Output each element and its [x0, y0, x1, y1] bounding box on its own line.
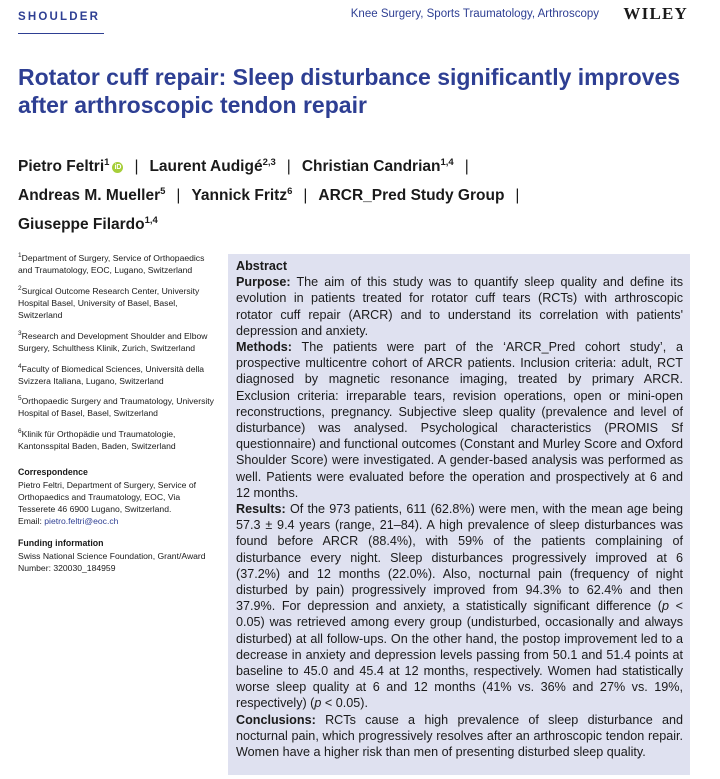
funding-text: Swiss National Science Foundation, Grant/Award Number: 320030_184959 [18, 550, 206, 573]
author[interactable]: Yannick Fritz$^6$ [191, 186, 293, 205]
orcid-icon[interactable]: iD [114, 164, 122, 172]
funding-heading: Funding information [18, 538, 104, 549]
affiliation: $^1$Department of Surgery, Service of Orthopaedics and Traumatology, EOC, Lugano, Switzerland [18, 252, 205, 276]
affiliations [18, 250, 218, 574]
email-link[interactable]: pietro.feltri@eoc.ch [44, 516, 119, 527]
section-tag: SHOULDER [18, 11, 101, 23]
correspondence-text: Pietro Feltri, Department of Surgery, Service of Orthopaedics and Traumatology, EOC, Via Tesserete 46 6900 Lugano, Switzerland. Email: pietro.feltri@eoc.ch [18, 479, 196, 527]
affiliation: $^2$Surgical Outcome Research Center, University Hospital Basel, University of Basel, Basel, Switzerland [18, 284, 200, 321]
affiliation: $^4$Faculty of Biomedical Sciences, Università della Svizzera Italiana, Lugano, Switzerland [18, 362, 205, 386]
abstract-heading: Abstract [236, 259, 288, 273]
abstract-box [228, 254, 690, 775]
publisher-logo: WILEY [623, 4, 688, 23]
author[interactable]: ARCR_Pred Study Group [318, 187, 505, 205]
journal-name: Knee Surgery, Sports Traumatology, Arthroscopy [350, 8, 599, 20]
abstract-purpose: Purpose: The aim of this study was to quantify sleep quality and define its evolution in patients treated for rotator cuff tears (RCTs) with arthroscopic rotator cuff repair (ARCR) and to understand its correlation with patients' depression and anxiety. [236, 275, 683, 338]
author[interactable]: Andreas M. Mueller$^5$ [18, 186, 166, 205]
affiliation: $^3$Research and Development Shoulder and Elbow Surgery, Schulthess Klinik, Zurich, Switzerland [18, 329, 208, 353]
author[interactable]: Giuseppe Filardo$^{1,4}$ [18, 215, 158, 234]
abstract-conclusions: Conclusions: RCTs cause a high prevalence of sleep disturbance and nocturnal pain, which progressively resolves after an arthroscopic tendon repair. Women have a higher risk than men of presenting disturbed sleep quality. [236, 712, 684, 760]
abstract-methods: Methods: The patients were part of the ‘ARCR_Pred cohort study’, a prospective multicentre cohort of ARCR patients. Inclusion criteria: adult, RCT diagnosed by magnetic resonance imaging, treated by primary ARCR. Exclusion criteria: irreparable tears, revision operations, open or mini-open reconstructions, pregnancy. Subjective sleep quality (prevalence and level of disturbance) was analysed. Psychological characteristics (PROMIS Sf questionnaire) and functional outcomes (Constant and Murley Score and Oxford Shoulder Score) were investigated. A gender-based analysis was performed as well. Patients were evaluated before the operation and prospectively at 6 and 12 months. [236, 340, 683, 500]
author[interactable]: Christian Candrian$^{1,4}$ [301, 157, 454, 176]
article-title: Rotator cuff repair: Sleep disturbance significantly improves after arthroscopic tendon repair [18, 64, 681, 118]
author-list: Pietro Feltri$^1$ iD | Laurent Audigé$^{2,3}$ | Christian Candrian$^{1,4}$ | Andreas M. Mueller$^5$ | Yannick Fritz$^6$ | ARCR_Pred Study Group | Giuseppe Filardo$^{1,4}$ [18, 157, 520, 234]
abstract-results: Results: Of the 973 patients, 611 (62.8%) were men, with the mean age being 57.3 ± 9.4 years (range, 21–84). A high prevalence of sleep disturbances was found before ARCR (88.4%), with 59% of the patients complaining of disturbance every night. Sleep disturbances progressively improved at 6 (37.2%) and 12 months (22.0%). Also, nocturnal pain (frequency of night disturbed by pain) progressively improved from 94.3% to 62.4% and then 37.9%. For depression and anxiety, a statistically significant difference (p < 0.05) was retrieved among every group (undisturbed, occasionally and always disturbed) at all follow-ups. On the other hand, the postop improvement led to a decrease in anxiety and depression levels passing from 50.1 and 51.4 points at baseline to 45.0 and 45.4 at 12 months, respectively. Women had statistically worse sleep quality at 6 and 12 months (41% vs. 36% and 27% vs. 19%, respectively) (p < 0.05). [236, 502, 684, 711]
author[interactable]: Pietro Feltri$^1$ [18, 157, 110, 176]
author[interactable]: Laurent Audigé$^{2,3}$ [149, 157, 276, 176]
affiliation: $^5$Orthopaedic Surgery and Traumatology, University Hospital of Basel, Basel, Switzerland [18, 395, 214, 419]
affiliation: $^6$Klinik für Orthopädie und Traumatologie, Kantonsspital Baden, Baden, Switzerland [18, 428, 176, 452]
section-rule [18, 33, 104, 34]
correspondence-heading: Correspondence [18, 467, 88, 478]
